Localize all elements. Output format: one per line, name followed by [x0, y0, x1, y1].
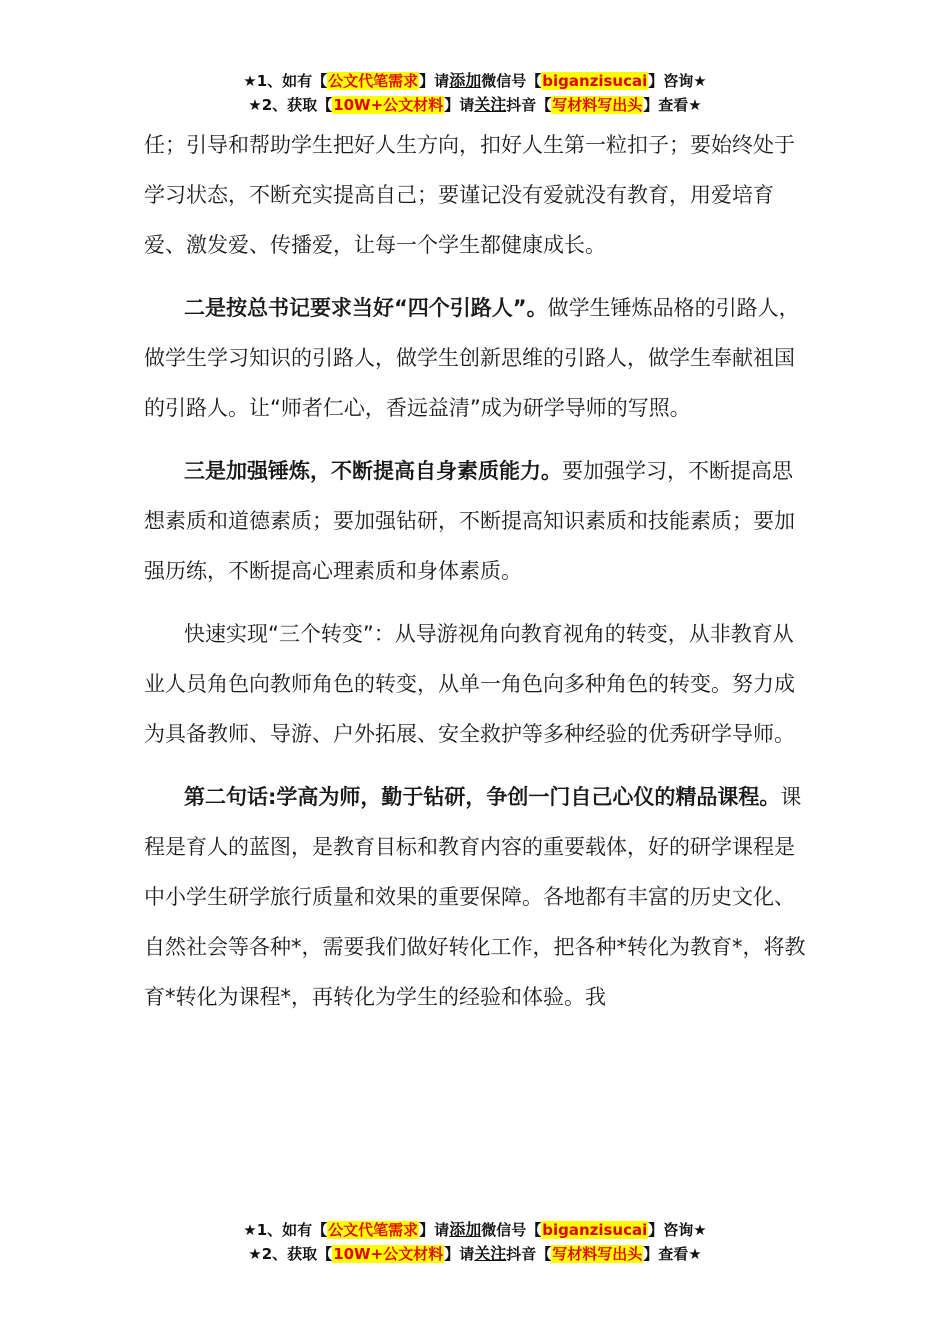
footer-line-2-suffix: 】查看★: [643, 1245, 702, 1263]
footer-line-1-text: 】请: [419, 1221, 450, 1239]
document-body: [144, 120, 808, 1022]
header-line-1-suffix: 】咨询★: [648, 72, 707, 90]
footer-line-1-suffix: 】咨询★: [648, 1221, 707, 1239]
footer-line-1: [0, 1218, 950, 1242]
header-line-1: [0, 69, 950, 93]
header-underline-follow: 关注: [474, 95, 507, 114]
header-line-1-text-2: 微信号【: [481, 72, 542, 90]
paragraph-3: [144, 446, 808, 596]
footer-highlight-service: 公文代笔需求: [328, 1221, 419, 1239]
paragraph-2: [144, 283, 808, 433]
paragraph-4: 快速实现“三个转变”：从导游视角向教育视角的转变，从非教育从业人员角色向教师角色的转变，从单一角色向多种角色的转变。努力成为具备教师、导游、户外拓展、安全救护等多种经验的优秀研学导师。: [144, 622, 795, 746]
footer-banner: [0, 1218, 950, 1266]
paragraph-5-heading: 第二句话:学高为师，勤于钻研，争创一门自己心仪的精品课程。: [184, 785, 781, 809]
header-line-2-prefix: ★2、获取【: [248, 96, 333, 114]
header-highlight-wechat: biganzisucai: [542, 72, 648, 90]
paragraph-3-text: 要加强学习，不断提高思想素质和道德素质；要加强钻研，不断提高知识素质和技能素质；要加强历练，不断提高心理素质和身体素质。: [144, 459, 795, 583]
header-line-1-prefix: ★1、如有【: [243, 72, 328, 90]
header-highlight-douyin: 写材料写出头: [552, 96, 643, 114]
footer-line-1-prefix: ★1、如有【: [243, 1221, 328, 1239]
footer-underline-follow: 关注: [474, 1244, 507, 1263]
footer-highlight-materials: 10W+公文材料: [333, 1245, 444, 1263]
paragraph-5-text: 课程是育人的蓝图，是教育目标和教育内容的重要载体，好的研学课程是中小学生研学旅行质量和效果的重要保障。各地都有丰富的历史文化、自然社会等各种*，需要我们做好转化工作，把各种*转化为教育*，将教育*转化为课程*，再转化为学生的经验和体验。我: [144, 785, 806, 1009]
header-banner: [0, 69, 950, 117]
header-line-2-text-2: 抖音【: [506, 96, 552, 114]
header-highlight-materials: 10W+公文材料: [333, 96, 444, 114]
paragraph-2-heading: 二是按总书记要求当好“四个引路人”。: [184, 296, 548, 320]
footer-underline-add: 添加: [449, 1220, 482, 1239]
footer-line-2-prefix: ★2、获取【: [248, 1245, 333, 1263]
paragraph-2-text: 做学生锤炼品格的引路人，做学生学习知识的引路人，做学生创新思维的引路人，做学生奉献祖国的引路人。让“师者仁心，香远益清”成为研学导师的写照。: [144, 296, 800, 420]
paragraph-3-heading: 三是加强锤炼，不断提高自身素质能力。: [184, 459, 562, 483]
footer-line-1-text-2: 微信号【: [481, 1221, 542, 1239]
header-highlight-service: 公文代笔需求: [328, 72, 419, 90]
paragraph-1: 任；引导和帮助学生把好人生方向，扣好人生第一粒扣子；要始终处于学习状态，不断充实提高自己；要谨记没有爱就没有教育，用爱培育爱、激发爱、传播爱，让每一个学生都健康成长。: [144, 133, 795, 257]
footer-line-2-text-2: 抖音【: [506, 1245, 552, 1263]
header-line-1-text: 】请: [419, 72, 450, 90]
footer-line-2-text: 】请: [444, 1245, 475, 1263]
footer-highlight-wechat: biganzisucai: [542, 1221, 648, 1239]
header-underline-add: 添加: [449, 71, 482, 90]
footer-line-2: [0, 1242, 950, 1266]
header-line-2-text: 】请: [444, 96, 475, 114]
footer-highlight-douyin: 写材料写出头: [552, 1245, 643, 1263]
header-line-2-suffix: 】查看★: [643, 96, 702, 114]
header-line-2: [0, 93, 950, 117]
paragraph-5: [144, 772, 808, 1022]
